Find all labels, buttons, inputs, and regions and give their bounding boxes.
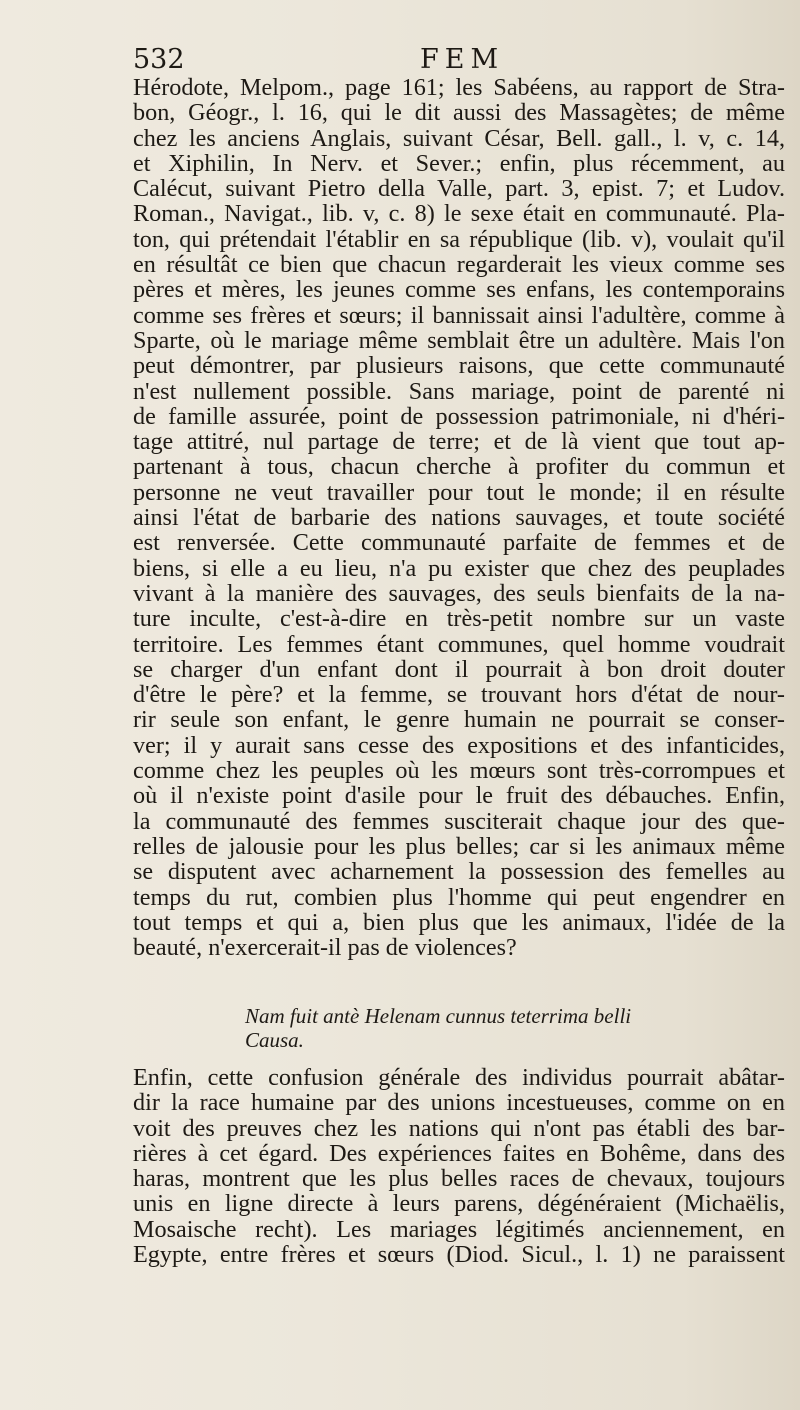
text-line: en résultât ce bien que chacun regarderait les vieux comme ses — [133, 251, 785, 279]
text-line: tout temps et qui a, bien plus que les animaux, l'idée de la — [133, 908, 785, 936]
text-line: où il n'existe point d'asile pour le fruit des débauches. Enfin, — [133, 782, 785, 810]
text-line: vivant à la manière des sauvages, des seuls bienfaits de la na- — [133, 579, 785, 607]
text-line: chez les anciens Anglais, suivant César, Bell. gall., l. v, c. 14, — [133, 124, 785, 152]
text-line: Egypte, entre frères et sœurs (Diod. Sicul., l. 1) ne paraissent — [133, 1241, 785, 1269]
text-line: biens, si elle a eu lieu, n'a pu exister que chez des peuplades — [133, 554, 785, 582]
text-line: partenant à tous, chacun cherche à profiter du commun et — [133, 453, 785, 481]
quote-line: Nam fuit antè Helenam cunnus teterrima belli — [245, 1004, 632, 1028]
text-line: d'être le père? et la femme, se trouvant hors d'état de nour- — [133, 681, 785, 709]
text-line: rières à cet égard. Des expériences faites en Bohême, dans des — [133, 1139, 785, 1167]
text-line: comme ses frères et sœurs; il bannissait ainsi l'adultère, comme à — [133, 301, 785, 329]
text-line: Calécut, suivant Pietro della Valle, part. 3, epist. 7; et Ludov. — [133, 175, 785, 203]
text-line: bon, Géogr., l. 16, qui le dit aussi des Massagètes; de même — [133, 99, 785, 127]
text-line: n'est nullement possible. Sans mariage, point de parenté ni — [133, 377, 785, 405]
text-line: est renversée. Cette communauté parfaite de femmes et de — [133, 529, 785, 557]
paragraph-1 — [133, 75, 785, 960]
text-line: personne ne veut travailler pour tout le monde; il en résulte — [133, 478, 785, 506]
text-line: ture inculte, c'est-à-dire en très-petit nombre sur un vaste — [133, 605, 785, 633]
text-line: peut démontrer, par plusieurs raisons, que cette communauté — [133, 352, 785, 380]
text-line: unis en ligne directe à leurs parens, dégénéraient (Michaëlis, — [133, 1190, 785, 1218]
text-line: relles de jalousie pour les plus belles; car si les animaux même — [133, 832, 785, 860]
text-line: voit des preuves chez les nations qui n'ont pas établi des bar- — [133, 1114, 785, 1142]
text-line: rir seule son enfant, le genre humain ne pourrait se conser- — [133, 706, 785, 734]
paragraph-2 — [133, 1065, 785, 1267]
text-line: ton, qui prétendait l'établir en sa république (lib. v), voulait qu'il — [133, 225, 785, 253]
quote-line: Causa. — [245, 1028, 304, 1052]
latin-quotation — [245, 1004, 725, 1052]
text-line: haras, montrent que les plus belles races de chevaux, toujours — [133, 1165, 785, 1193]
text-line: Enfin, cette confusion générale des individus pourrait abâtar- — [133, 1064, 785, 1091]
text-line: dir la race humaine par des unions incestueuses, comme on en — [133, 1089, 785, 1117]
text-line: la communauté des femmes susciterait chaque jour des que- — [133, 807, 785, 835]
text-line: beauté, n'exercerait-il pas de violences? — [133, 934, 517, 962]
text-line: pères et mères, les jeunes comme ses enfans, les contemporains — [133, 276, 785, 304]
text-line: Sparte, où le mariage même semblait être un adultère. Mais l'on — [133, 326, 785, 354]
text-line: ver; il y aurait sans cesse des expositions et des infanticides, — [133, 731, 785, 759]
text-line: comme chez les peuples où les mœurs sont très-corrompues et — [133, 757, 785, 785]
text-line: se disputent avec acharnement la possession des femelles au — [133, 858, 785, 886]
text-line: ainsi l'état de barbarie des nations sauvages, et toute société — [133, 504, 785, 532]
text-line: tage attitré, nul partage de terre; et de là vient que tout ap- — [133, 428, 785, 456]
text-line: Roman., Navigat., lib. v, c. 8) le sexe était en communauté. Pla- — [133, 200, 785, 228]
text-line: de famille assurée, point de possession patrimoniale, ni d'héri- — [133, 402, 785, 430]
text-line: Hérodote, Melpom., page 161; les Sabéens, au rapport de Stra- — [133, 74, 785, 101]
text-line: se charger d'un enfant dont il pourrait à bon droit douter — [133, 655, 785, 683]
text-line: temps du rut, combien plus l'homme qui peut engendrer en — [133, 883, 785, 911]
text-line: Mosaische recht). Les mariages légitimés anciennement, en — [133, 1215, 785, 1243]
running-head: FEM — [420, 44, 505, 75]
text-line: territoire. Les femmes étant communes, quel homme voudrait — [133, 630, 785, 658]
text-line: et Xiphilin, In Nerv. et Sever.; enfin, plus récemment, au — [133, 149, 785, 177]
page-number: 532 — [133, 44, 185, 75]
